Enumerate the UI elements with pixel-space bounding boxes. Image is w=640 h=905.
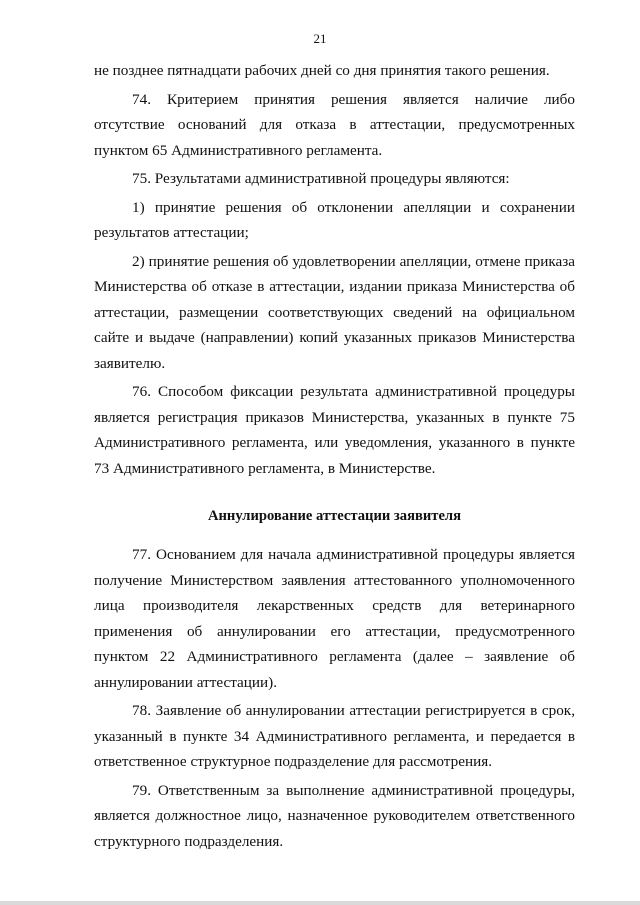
paragraph-76: 76. Способом фиксации результата административной процедуры является регистрация приказов Министерства, указанных в пункте 75 Административного регламента, или уведомления, указанного в пункте 73 Административного регламента, в Министерстве.: [94, 383, 575, 477]
paragraph-75-item-2: 2) принятие решения об удовлетворении апелляции, отмене приказа Министерства об отказе в аттестации, издании приказа Министерства об аттестации, размещении соответствующих сведений на официальном сайте и выдаче (направлении) копий указанных приказов Министерства заявителю.: [94, 252, 575, 372]
paragraph-79: 79. Ответственным за выполнение административной процедуры, является должностное лицо, назначенное руководителем ответственного структурного подразделения.: [94, 781, 575, 850]
section-heading: Аннулирование аттестации заявителя: [207, 508, 462, 524]
paragraph-74: 74. Критерием принятия решения является наличие либо отсутствие оснований для отказа в аттестации, предусмотренных пунктом 65 Административного регламента.: [94, 90, 575, 159]
paragraph-78: 78. Заявление об аннулировании аттестации регистрируется в срок, указанный в пункте 34 Административного регламента, и передается в ответственное структурное подразделение для рассмотрения.: [94, 702, 575, 770]
scan-bottom-edge: [0, 901, 640, 905]
paragraph-75-item-1: 1) принятие решения об отклонении апелляции и сохранении результатов аттестации;: [94, 198, 575, 241]
paragraph-77: 77. Основанием для начала административной процедуры является получение Министерством заявления аттестованного уполномоченного лица производителя лекарственных средств для ветеринарного применения об аннулировании его аттестации, предусмотренного пунктом 22 Административного регламента (далее – заявление об аннулировании аттестации).: [94, 546, 575, 691]
paragraph-continuation: не позднее пятнадцати рабочих дней со дня принятия такого решения.: [94, 62, 550, 79]
body-text: [94, 58, 575, 854]
page-number: 21: [313, 31, 327, 46]
paragraph-75: 75. Результатами административной процедуры являются:: [132, 170, 510, 187]
